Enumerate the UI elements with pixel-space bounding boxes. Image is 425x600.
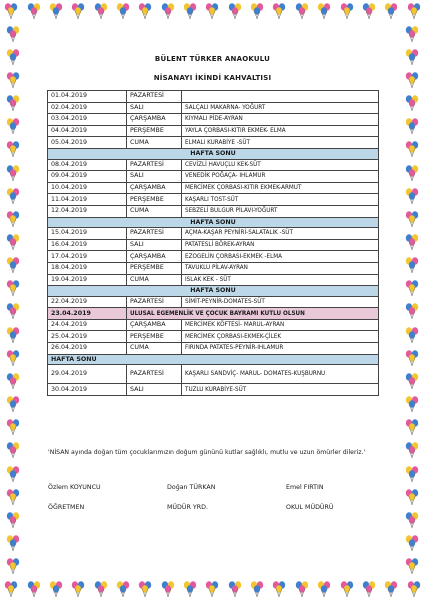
balloon-icon [404,164,420,182]
food-cell: TUZLU KURABİYE-SÜT [182,384,379,396]
balloon-icon [404,233,420,251]
vice-principal-title: MÜDÜR YRD. [167,504,208,511]
food-cell: SEBZELİ BULGUR PİLAVI-YOĞURT [182,205,379,217]
food-cell [182,91,379,103]
weekday-cell: PERŞEMBE [127,331,182,343]
menu-row [48,365,379,384]
food-cell: EZOGELİN ÇORBASI-EKMEK -ELMA [182,251,379,263]
balloon-icon [182,2,198,20]
menu-title: NİSANAYI İKİNDİ KAHVALTISI [153,74,272,82]
balloon-icon [249,580,265,598]
date-cell: 11.04.2019 [48,194,127,206]
date-cell: 16.04.2019 [48,239,127,251]
menu-row [48,343,379,355]
menu-row [48,182,379,194]
balloon-icon [5,511,21,529]
balloon-icon [26,580,42,598]
weekend-separator [48,286,379,297]
date-cell: 23.04.2019 [48,308,127,320]
balloon-icon [70,2,86,20]
balloon-icon [5,302,21,320]
balloon-icon [361,2,377,20]
weekday-cell: PAZARTESİ [127,91,182,103]
weekday-cell: SALI [127,384,182,396]
balloon-icon [5,164,21,182]
balloon-icon [5,187,21,205]
balloon-icon [294,2,310,20]
balloon-icon [5,117,21,135]
balloon-icon [404,557,420,575]
food-cell: CEVİZLİ HAVUÇLU KEK-SÜT [182,159,379,171]
menu-row [48,137,379,149]
balloon-icon [5,94,21,112]
menu-row [48,331,379,343]
balloon-icon [404,534,420,552]
menu-row [48,296,379,308]
balloon-border-bottom [0,578,425,600]
balloon-icon [339,2,355,20]
balloon-icon [404,25,420,43]
balloon-icon [5,279,21,297]
menu-row [48,125,379,137]
balloon-icon [361,580,377,598]
weekday-cell: SALI [127,239,182,251]
date-cell: 09.04.2019 [48,171,127,183]
balloon-icon [404,302,420,320]
weekday-cell: ÇARŞAMBA [127,182,182,194]
weekday-cell: CUMA [127,274,182,286]
menu-row [48,205,379,217]
food-cell: ISLAK KEK - SÜT [182,274,379,286]
menu-row [48,159,379,171]
balloon-icon [5,534,21,552]
balloon-icon [5,557,21,575]
weekday-cell: PERŞEMBE [127,125,182,137]
balloon-icon [294,580,310,598]
balloon-icon [48,2,64,20]
food-cell: KAŞARLI SANDVİÇ- MARUL- DOMATES-KUŞBURNU [182,365,379,384]
weekend-label: HAFTA SONU [48,148,379,159]
weekend-label: HAFTA SONU [48,217,379,228]
holiday-row [48,308,379,320]
date-cell: 18.04.2019 [48,262,127,274]
balloon-icon [5,349,21,367]
food-cell: MERCİMEK KÖFTESİ- MARUL-AYRAN [182,319,379,331]
balloon-icon [404,511,420,529]
balloon-icon [404,441,420,459]
menu-row [48,228,379,240]
balloon-icon [404,349,420,367]
weekend-label: HAFTA SONU [48,354,379,365]
balloon-icon [5,140,21,158]
food-cell: YAYLA ÇORBASI-KITIR EKMEK- ELMA [182,125,379,137]
balloon-icon [227,2,243,20]
balloon-border-top [0,0,425,22]
balloon-icon [316,2,332,20]
balloon-icon [160,2,176,20]
weekend-separator [48,354,379,365]
weekend-label: HAFTA SONU [48,286,379,297]
balloon-icon [5,326,21,344]
vice-principal-name: Doğan TÜRKAN [167,484,216,491]
balloon-icon [5,256,21,274]
balloon-icon [404,488,420,506]
balloon-icon [404,418,420,436]
weekday-cell: CUMA [127,205,182,217]
date-cell: 30.04.2019 [48,384,127,396]
menu-row [48,114,379,126]
balloon-icon [404,117,420,135]
date-cell: 01.04.2019 [48,91,127,103]
balloon-icon [137,2,153,20]
weekday-cell: SALI [127,102,182,114]
balloon-icon [227,580,243,598]
food-cell: SİMİT-PEYNİR-DOMATES-SÜT [182,296,379,308]
date-cell: 12.04.2019 [48,205,127,217]
food-cell: MERCİMEK ÇORBASI-EKMEK-ÇİLEK [182,331,379,343]
weekday-cell: PERŞEMBE [127,194,182,206]
food-cell: ELMALI KURABİYE -SÜT [182,137,379,149]
food-cell: MERCİMEK ÇORBASI-KITIR EKMEK-ARMUT [182,182,379,194]
balloon-icon [5,372,21,390]
date-cell: 24.04.2019 [48,319,127,331]
balloon-icon [70,580,86,598]
menu-row [48,194,379,206]
menu-row [48,239,379,251]
date-cell: 03.04.2019 [48,114,127,126]
balloon-icon [3,2,19,20]
food-cell: VENEDİK POĞAÇA- IHLAMUR [182,171,379,183]
balloon-icon [115,580,131,598]
food-cell: PATATESLİ BÖREK-AYRAN [182,239,379,251]
balloon-icon [5,395,21,413]
date-cell: 02.04.2019 [48,102,127,114]
teacher-title: ÖĞRETMEN [48,504,85,511]
holiday-message: ULUSAL EGEMENLİK VE ÇOCUK BAYRAMI KUTLU OLSUN [127,308,379,320]
menu-row [48,91,379,103]
balloon-icon [271,2,287,20]
menu-table [47,90,379,396]
weekday-cell: ÇARŞAMBA [127,251,182,263]
weekday-cell: PAZARTESİ [127,228,182,240]
balloon-icon [5,233,21,251]
weekday-cell: ÇARŞAMBA [127,319,182,331]
balloon-icon [404,326,420,344]
balloon-icon [406,2,422,20]
date-cell: 22.04.2019 [48,296,127,308]
balloon-icon [404,372,420,390]
date-cell: 05.04.2019 [48,137,127,149]
balloon-icon [5,488,21,506]
balloon-icon [383,2,399,20]
date-cell: 26.04.2019 [48,343,127,355]
menu-row [48,171,379,183]
teacher-name: Özlem KOYUNCU [48,484,101,491]
date-cell: 08.04.2019 [48,159,127,171]
weekend-separator [48,148,379,159]
balloon-icon [249,2,265,20]
balloon-icon [3,580,19,598]
date-cell: 04.04.2019 [48,125,127,137]
menu-row [48,274,379,286]
food-cell: TAVUKLU PİLAV-AYRAN [182,262,379,274]
balloon-icon [26,2,42,20]
balloon-icon [5,25,21,43]
food-cell: KIYMALI PİDE-AYRAN [182,114,379,126]
balloon-icon [404,140,420,158]
food-cell: SALÇALI MAKARNA- YOĞURT [182,102,379,114]
balloon-icon [5,418,21,436]
birthday-note: 'NİSAN ayında doğan tüm çocuklarımızın doğum gününü kutlar sağlıklı, mutlu ve uzun ömürler dileriz.' [48,449,366,456]
balloon-icon [404,465,420,483]
balloon-icon [182,580,198,598]
balloon-icon [93,580,109,598]
balloon-icon [5,441,21,459]
date-cell: 25.04.2019 [48,331,127,343]
balloon-border-left [2,22,24,578]
balloon-icon [48,580,64,598]
balloon-icon [93,2,109,20]
weekday-cell: PAZARTESİ [127,365,182,384]
balloon-icon [5,210,21,228]
food-cell: AÇMA-KAŞAR PEYNİRİ-SALATALIK -SÜT [182,228,379,240]
balloon-icon [115,2,131,20]
balloon-icon [404,187,420,205]
balloon-icon [316,580,332,598]
weekend-separator [48,217,379,228]
balloon-icon [271,580,287,598]
food-cell: KAŞARLI TOST-SÜT [182,194,379,206]
menu-row [48,262,379,274]
school-name: BÜLENT TÜRKER ANAOKULU [154,55,271,63]
balloon-icon [404,395,420,413]
date-cell: 10.04.2019 [48,182,127,194]
weekday-cell: SALI [127,171,182,183]
weekday-cell: PERŞEMBE [127,262,182,274]
balloon-icon [339,580,355,598]
balloon-border-right [401,22,423,578]
balloon-icon [406,580,422,598]
food-cell: FIRINDA PATATES-PEYNİR-IHLAMUR [182,343,379,355]
date-cell: 17.04.2019 [48,251,127,263]
menu-row [48,384,379,396]
weekday-cell: CUMA [127,137,182,149]
balloon-icon [404,94,420,112]
date-cell: 19.04.2019 [48,274,127,286]
weekday-cell: PAZARTESİ [127,296,182,308]
principal-title: OKUL MÜDÜRÜ [286,504,334,511]
balloon-icon [404,210,420,228]
balloon-icon [404,279,420,297]
menu-row [48,319,379,331]
menu-row [48,251,379,263]
date-cell: 15.04.2019 [48,228,127,240]
weekday-cell: CUMA [127,343,182,355]
balloon-icon [137,580,153,598]
weekday-cell: PAZARTESİ [127,159,182,171]
date-cell: 29.04.2019 [48,365,127,384]
balloon-icon [5,465,21,483]
balloon-icon [404,256,420,274]
principal-name: Emel FIRTIN [286,484,324,491]
menu-row [48,102,379,114]
balloon-icon [204,2,220,20]
balloon-icon [383,580,399,598]
balloon-icon [204,580,220,598]
balloon-icon [160,580,176,598]
weekday-cell: ÇARŞAMBA [127,114,182,126]
